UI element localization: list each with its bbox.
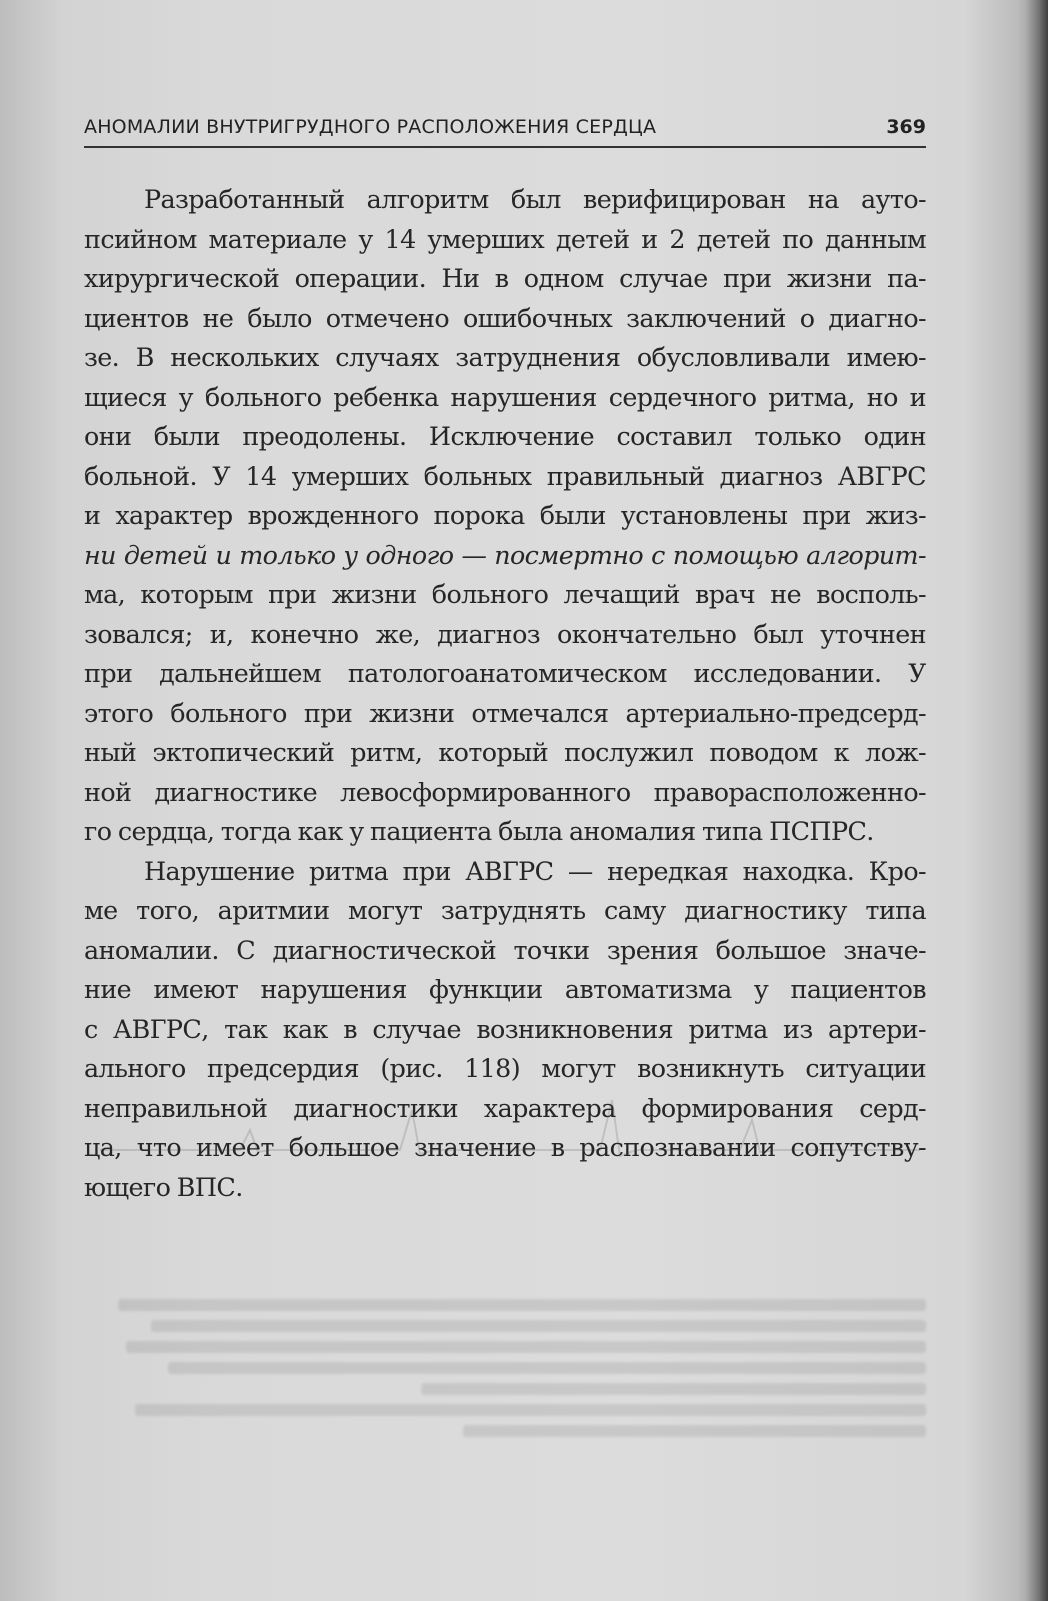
text-line: ный эктопический ритм, который послужил поводом к лож-	[84, 737, 926, 767]
text-line: аномалии. С диагностической точки зрения большое значе-	[84, 934, 926, 965]
text-line: с АВГРС, так как в случае возникновения ритма из артери-	[84, 1013, 926, 1044]
text-line: ни детей и только у одного — посмертно с помощью алгорит-	[84, 539, 926, 570]
text-line: ца, что имеет большое значение в распознавании сопутству-	[84, 1132, 926, 1162]
text-line: зе. В нескольких случаях затруднения обусловливали имею-	[84, 342, 926, 372]
running-head	[84, 112, 926, 148]
text-line: больной. У 14 умерших больных правильный диагноз АВГРС	[84, 460, 926, 491]
text-line: и характер врожденного порока были установлены при жиз-	[84, 500, 926, 530]
text-line: циентов не было отмечено ошибочных заключений о диагно-	[84, 302, 926, 333]
text-line: ального предсердия (рис. 118) могут возникнуть ситуации	[84, 1053, 926, 1083]
text-line: ной диагностике левосформированного праворасположенно-	[84, 776, 926, 807]
text-line: ющего ВПС.	[84, 1171, 243, 1202]
page-spine-shadow	[1026, 0, 1048, 1601]
body-text	[84, 180, 926, 1207]
text-line: ние имеют нарушения функции автоматизма у пациентов	[84, 974, 926, 1004]
paragraph-1	[84, 180, 926, 852]
show-through-bleed	[84, 1290, 926, 1510]
text-line: этого больного при жизни отмечался артериально-предсерд-	[84, 697, 926, 728]
text-line: Нарушение ритма при АВГРС — нередкая находка. Кро-	[144, 855, 926, 886]
page-number: 369	[886, 116, 926, 138]
text-line: они были преодолены. Исключение составил только один	[84, 421, 926, 451]
show-through-trace	[100, 1090, 920, 1180]
text-line: при дальнейшем патологоанатомическом исследовании. У	[84, 658, 926, 688]
text-line: Разработанный алгоритм был верифицирован на ауто-	[144, 184, 926, 214]
text-line: зовался; и, конечно же, диагноз окончательно был уточнен	[84, 618, 926, 649]
text-line: псийном материале у 14 умерших детей и 2 детей по данным	[84, 223, 926, 254]
text-line: ма, которым при жизни больного лечащий врач не восполь-	[84, 579, 926, 609]
text-line: щиеся у больного ребенка нарушения сердечного ритма, но и	[84, 381, 926, 412]
running-title: АНОМАЛИИ ВНУТРИГРУДНОГО РАСПОЛОЖЕНИЯ СЕРДЦА	[84, 116, 657, 138]
text-line: го сердца, тогда как у пациента была аномалия типа ПСПРС.	[84, 816, 874, 846]
text-line: ме того, аритмии могут затруднять саму диагностику типа	[84, 895, 926, 925]
text-line: хирургической операции. Ни в одном случае при жизни па-	[84, 263, 926, 293]
text-line: неправильной диагностики характера формирования серд-	[84, 1092, 926, 1123]
